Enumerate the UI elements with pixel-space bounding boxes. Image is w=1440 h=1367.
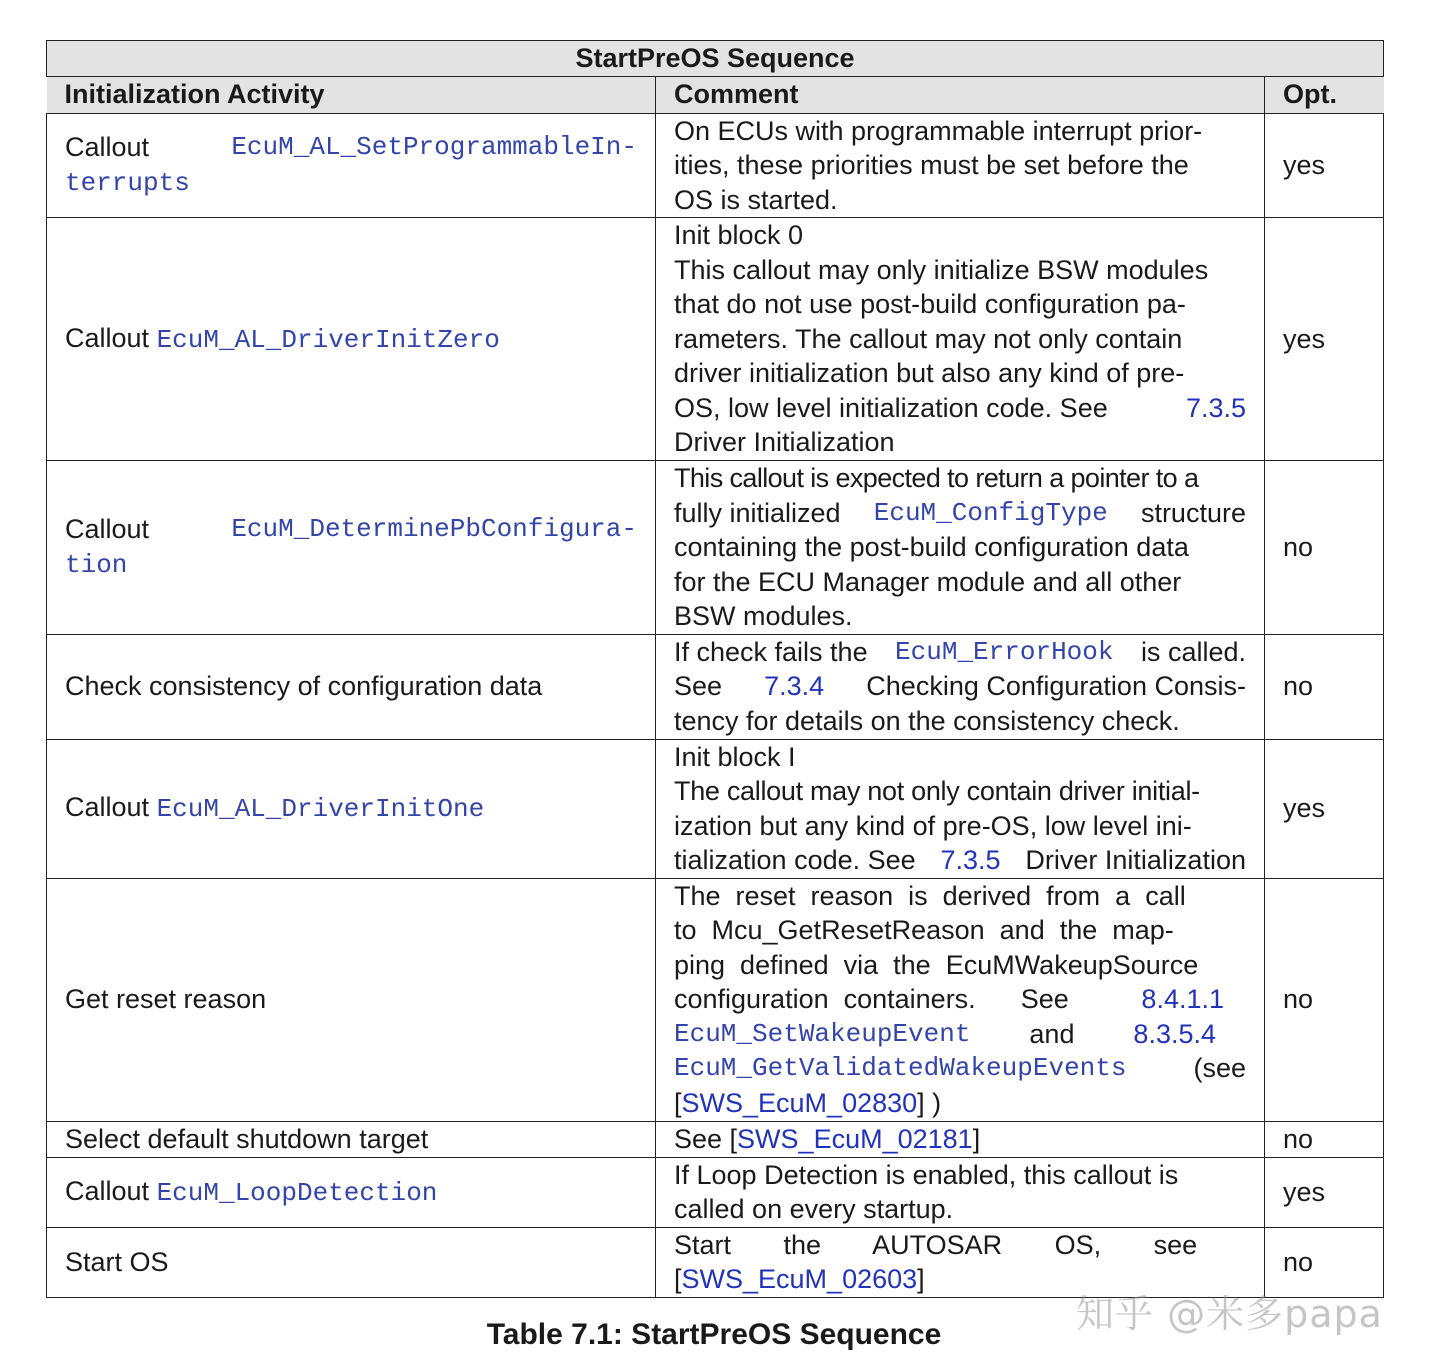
comment-line (674, 391, 1246, 426)
activity-code: EcuM_LoopDetection (156, 1177, 438, 1208)
error-hook-code: EcuM_ErrorHook (895, 636, 1114, 667)
bracket-close: ] (917, 1264, 925, 1294)
comment-text: configuration containers. See (674, 984, 1069, 1015)
comment-line: to Mcu_GetResetReason and the map- (674, 915, 1174, 946)
comment-text: See (674, 671, 723, 702)
activity-cell (47, 739, 656, 878)
set-wakeup-event-code: EcuM_SetWakeupEvent (674, 1018, 971, 1049)
table-row (47, 739, 1384, 878)
comment-cell (656, 1157, 1265, 1227)
table-row (47, 461, 1384, 635)
comment-line: driver initialization but also any kind of pre- (674, 358, 1185, 389)
section-link[interactable]: 7.3.5 (940, 845, 1001, 875)
opt-cell: no (1265, 634, 1384, 739)
comment-cell (656, 113, 1265, 218)
activity-cell: Check consistency of configuration data (47, 634, 656, 739)
comment-line: rameters. The callout may not only contain (674, 323, 1183, 354)
table-row (47, 634, 1384, 739)
opt-cell: no (1265, 1227, 1384, 1297)
table-row (47, 113, 1384, 218)
table-row (47, 1121, 1384, 1157)
table-title-row (47, 41, 1384, 77)
comment-line: On ECUs with programmable interrupt prior- (674, 115, 1203, 146)
comment-line: ization but any kind of pre-OS, low level ini- (674, 810, 1192, 841)
opt-cell: yes (1265, 218, 1384, 461)
comment-line: BSW modules. (674, 601, 853, 631)
comment-line: The callout may not only contain driver initial- (674, 776, 1200, 806)
section-link[interactable]: 7.3.5 (1185, 392, 1246, 423)
opt-cell: no (1265, 461, 1384, 635)
opt-cell: yes (1265, 1157, 1384, 1227)
comment-cell (656, 878, 1265, 1121)
activity-prefix: Callout (65, 322, 150, 353)
comment-line: This callout is expected to return a pointer to a (674, 463, 1199, 493)
requirement-link[interactable]: SWS_EcuM_02181 (737, 1123, 973, 1154)
activity-code-continued: tion (65, 550, 128, 581)
comment-text: is called. (1140, 636, 1246, 667)
comment-line: containing the post-build configuration data (674, 532, 1189, 562)
comment-line: called on every startup. (674, 1194, 954, 1224)
table-row (47, 218, 1384, 461)
activity-prefix: Callout (65, 792, 150, 823)
comment-text: tialization code. See (674, 845, 916, 875)
opt-cell: yes (1265, 739, 1384, 878)
comment-line: The reset reason is derived from a call (674, 880, 1186, 911)
comment-line: for the ECU Manager module and all other (674, 566, 1182, 597)
activity-cell: Start OS (47, 1227, 656, 1297)
activity-cell: Select default shutdown target (47, 1121, 656, 1157)
activity-cell (47, 218, 656, 461)
bracket-open: [ (674, 1087, 682, 1118)
comment-line (674, 669, 1246, 704)
activity-cell: Get reset reason (47, 878, 656, 1121)
requirement-link[interactable]: SWS_EcuM_02830 (681, 1087, 918, 1118)
comment-line: tency for details on the consistency check. (674, 705, 1180, 736)
table-row (47, 1157, 1384, 1227)
comment-text: If check fails the (674, 636, 868, 667)
comment-line: OS is started. (674, 184, 838, 215)
comment-line: Init block 0 (674, 220, 804, 251)
comment-line: that do not use post-build configuration pa- (674, 289, 1186, 320)
comment-text: ] (972, 1123, 981, 1154)
comment-text: OS, low level initialization code. See (674, 392, 1108, 423)
startpreos-sequence-table (46, 40, 1384, 1298)
comment-line: This callout may only initialize BSW modules (674, 254, 1209, 285)
comment-line: Driver Initialization (674, 427, 895, 458)
comment-line: ping defined via the EcuMWakeupSource (674, 949, 1199, 980)
comment-text: See [ (674, 1123, 738, 1154)
header-initialization-activity: Initialization Activity (47, 76, 656, 113)
comment-line: Start the AUTOSAR OS, see (674, 1229, 1198, 1260)
comment-line: ities, these priorities must be set before the (674, 150, 1189, 180)
bracket-open: [ (674, 1264, 682, 1294)
comment-text: structure (1140, 497, 1246, 528)
header-opt: Opt. (1265, 76, 1384, 113)
get-validated-wakeup-events-code: EcuM_GetValidatedWakeupEvents (674, 1053, 1127, 1084)
table-row (47, 878, 1384, 1121)
comment-text: and (1029, 1018, 1075, 1049)
activity-code: EcuM_AL_SetProgrammableIn- (231, 131, 637, 162)
activity-prefix: Callout (65, 1175, 150, 1206)
bracket-close: ] ) (917, 1087, 942, 1118)
comment-text: Checking Configuration Consis- (866, 671, 1246, 702)
comment-text: Driver Initialization (1025, 845, 1246, 875)
comment-line (674, 1086, 1246, 1121)
opt-cell: no (1265, 1121, 1384, 1157)
header-comment: Comment (656, 76, 1265, 113)
comment-cell (656, 461, 1265, 635)
opt-cell: no (1265, 878, 1384, 1121)
comment-line (674, 496, 1246, 531)
activity-prefix: Callout (65, 513, 150, 544)
section-link[interactable]: 8.4.1.1 (1141, 984, 1224, 1015)
comment-cell (656, 218, 1265, 461)
comment-cell (656, 739, 1265, 878)
requirement-link[interactable]: SWS_EcuM_02603 (681, 1264, 918, 1294)
comment-line (674, 843, 1246, 878)
comment-line: If Loop Detection is enabled, this callout is (674, 1159, 1179, 1190)
activity-code: EcuM_DeterminePbConfigura- (231, 513, 637, 544)
comment-line: Init block I (674, 741, 796, 772)
comment-cell (656, 634, 1265, 739)
comment-line (674, 635, 1246, 670)
comment-text: fully initialized (674, 497, 841, 528)
activity-cell (47, 1157, 656, 1227)
activity-code-continued: terrupts (65, 168, 190, 199)
activity-code: EcuM_AL_DriverInitOne (156, 794, 485, 825)
comment-line (674, 982, 1246, 1017)
startpreos-table-container (46, 40, 1383, 1298)
activity-code: EcuM_AL_DriverInitZero (156, 324, 500, 355)
activity-cell (47, 113, 656, 218)
activity-prefix: Callout (65, 131, 150, 162)
comment-line (674, 1051, 1246, 1086)
table-caption: Table 7.1: StartPreOS Sequence (486, 1318, 942, 1351)
watermark: 知乎 @米多papa (1076, 1292, 1383, 1336)
comment-cell (656, 1121, 1265, 1157)
section-link[interactable]: 7.3.4 (764, 671, 825, 702)
activity-cell (47, 461, 656, 635)
section-link[interactable]: 8.3.5.4 (1133, 1018, 1216, 1049)
opt-cell: yes (1265, 113, 1384, 218)
table-title: StartPreOS Sequence (47, 41, 1384, 77)
comment-line (674, 1017, 1246, 1052)
config-type-code: EcuM_ConfigType (873, 497, 1108, 528)
comment-text: (see (1193, 1053, 1246, 1084)
table-header-row (47, 76, 1384, 113)
